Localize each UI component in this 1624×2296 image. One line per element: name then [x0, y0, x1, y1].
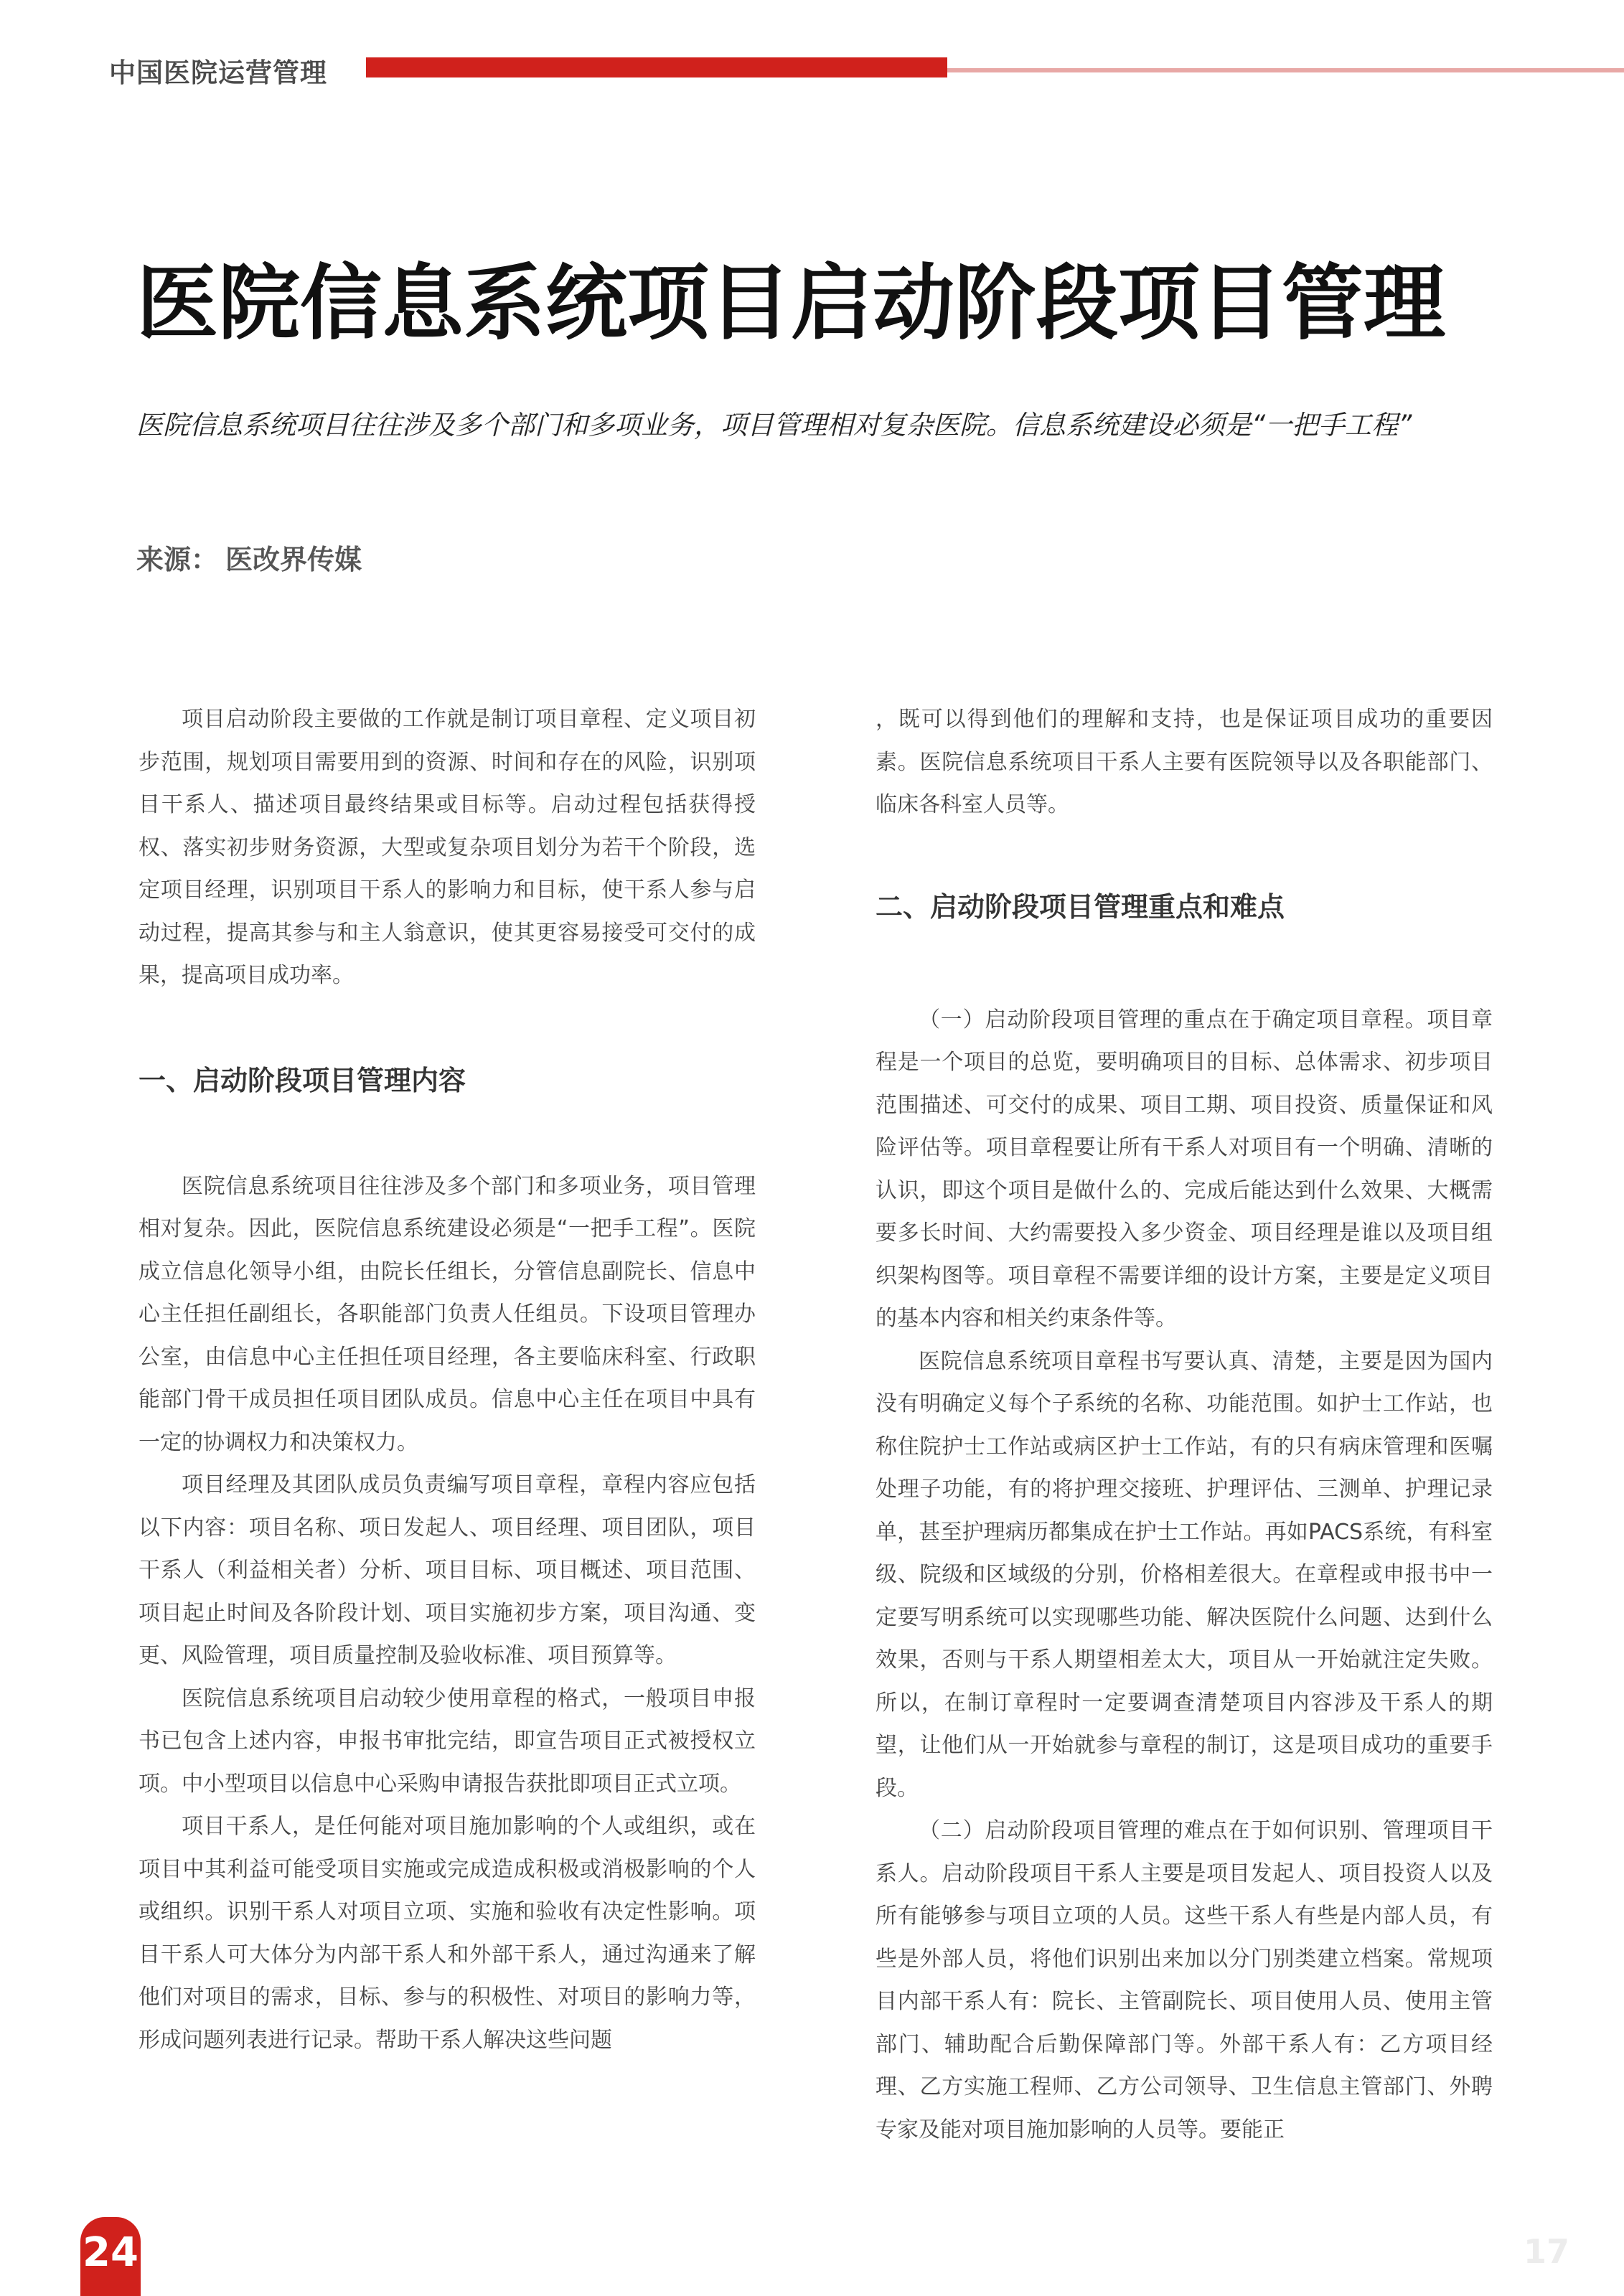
- body-paragraph: 项目经理及其团队成员负责编写项目章程，章程内容应包括以下内容：项目名称、项日发起人、项目经理、项目团队，项目干系人（利益相关者）分析、项目目标、项目概述、项目范围、项目起止时间及各阶段计划、项目实施初步方案，项目沟通、变更、风险管理，项目质量控制及验收标准、项目预算等。: [139, 1472, 756, 1668]
- section-heading-1: 一、启动阶段项目管理内容: [139, 1064, 466, 1096]
- source-value: 医改界传媒: [225, 544, 362, 575]
- article-subtitle: 医院信息系统项目往往涉及多个部门和多项业务，项目管理相对复杂医院。信息系统建设必须是“一把手工程”: [136, 410, 1412, 441]
- intro-paragraph: 项目启动阶段主要做的工作就是制订项目章程、定义项目初步范围，规划项目需要用到的资源、时间和存在的风险，识别项目干系人、描述项目最终结果或目标等。启动过程包括获得授权、落实初步财务资源，大型或复杂项目划分为若干个阶段，选定项目经理，识别项目干系人的影响力和目标，使干系人参与启动过程，提高其参与和主人翁意识，使其更容易接受可交付的成果，提高项目成功率。: [139, 707, 756, 988]
- left-column: [139, 698, 756, 2061]
- body-paragraph: （二）启动阶段项目管理的难点在于如何识别、管理项目干系人。启动阶段项目干系人主要是项目发起人、项目投资人以及所有能够参与项目立项的人员。这些干系人有些是内部人员，有些是外部人员，将他们识别出来加以分门别类建立档案。常规项目内部干系人有：院长、主管副院长、项目使用人员、使用主管部门、辅助配合后勤保障部门等。外部干系人有：乙方项目经理、乙方实施工程师、乙方公司领导、卫生信息主管部门、外聘专家及能对项目施加影响的人员等。要能正: [876, 1818, 1493, 2142]
- header-accent-bar: [366, 57, 947, 77]
- faint-page-number: 17: [1523, 2232, 1569, 2271]
- header-accent-line: [947, 68, 1624, 72]
- article-title: 医院信息系统项目启动阶段项目管理: [136, 255, 1446, 351]
- body-paragraph: （一）启动阶段项目管理的重点在于确定项目章程。项目章程是一个项目的总览，要明确项目的目标、总体需求、初步项目范围描述、可交付的成果、项目工期、项目投资、质量保证和风险评估等。项目章程要让所有干系人对项目有一个明确、清晰的认识，即这个项目是做什么的、完成后能达到什么效果、大概需要多长时间、大约需要投入多少资金、项目经理是谁以及项目组织架构图等。项目章程不需要详细的设计方案，主要是定义项目的基本内容和相关约束条件等。: [876, 1007, 1493, 1331]
- article-source: [136, 540, 782, 580]
- running-title: 中国医院运营管理: [109, 57, 327, 88]
- body-paragraph: 医院信息系统项目章程书写要认真、清楚，主要是因为国内没有明确定义每个子系统的名称、功能范围。如护士工作站，也称住院护士工作站或病区护士工作站，有的只有病床管理和医嘱处理子功能，有的将护理交接班、护理评估、三测单、护理记录单，甚至护理病历都集成在护士工作站。再如PACS系统，有科室级、院级和区域级的分别，价格相差很大。在章程或申报书中一定要写明系统可以实现哪些功能、解决医院什么问题、达到什么效果，否则与干系人期望相差太大，项目从一开始就注定失败。所以，在制订章程时一定要调查清楚项目内容涉及干系人的期望，让他们从一开始就参与章程的制订，这是项目成功的重要手段。: [876, 1348, 1493, 1801]
- page-number-badge: 24: [80, 2217, 141, 2296]
- body-paragraph: 项目干系人，是任何能对项目施加影响的个人或组织，或在项目中其利益可能受项目实施或完成造成积极或消极影响的个人或组织。识别干系人对项目立项、实施和验收有决定性影响。项目干系人可大体分为内部干系人和外部干系人，通过沟通来了解他们对项目的需求，目标、参与的积极性、对项目的影响力等，形成问题列表进行记录。帮助干系人解决这些问题: [139, 1814, 756, 2053]
- body-paragraph: 医院信息系统项目往往涉及多个部门和多项业务，项目管理相对复杂。因此，医院信息系统建设必须是“一把手工程”。医院成立信息化领导小组，由院长任组长，分管信息副院长、信息中心主任担任副组长，各职能部门负责人任组员。下设项目管理办公室，由信息中心主任担任项目经理，各主要临床科室、行政职能部门骨干成员担任项目团队成员。信息中心主任在项目中具有一定的协调权力和决策权力。: [139, 1173, 756, 1455]
- body-paragraph: 医院信息系统项目启动较少使用章程的格式，一般项目申报书已包含上述内容，申报书审批完结，即宣告项目正式被授权立项。中小型项目以信息中心采购申请报告获批即项目正式立项。: [139, 1685, 756, 1797]
- right-column: [876, 698, 1493, 2151]
- section-heading-2: 二、启动阶段项目管理重点和难点: [876, 890, 1285, 923]
- continuation-paragraph: ，既可以得到他们的理解和支持，也是保证项目成功的重要因素。医院信息系统项目干系人主要有医院领导以及各职能部门、临床各科室人员等。: [876, 707, 1493, 817]
- source-label: 来源：: [136, 544, 219, 575]
